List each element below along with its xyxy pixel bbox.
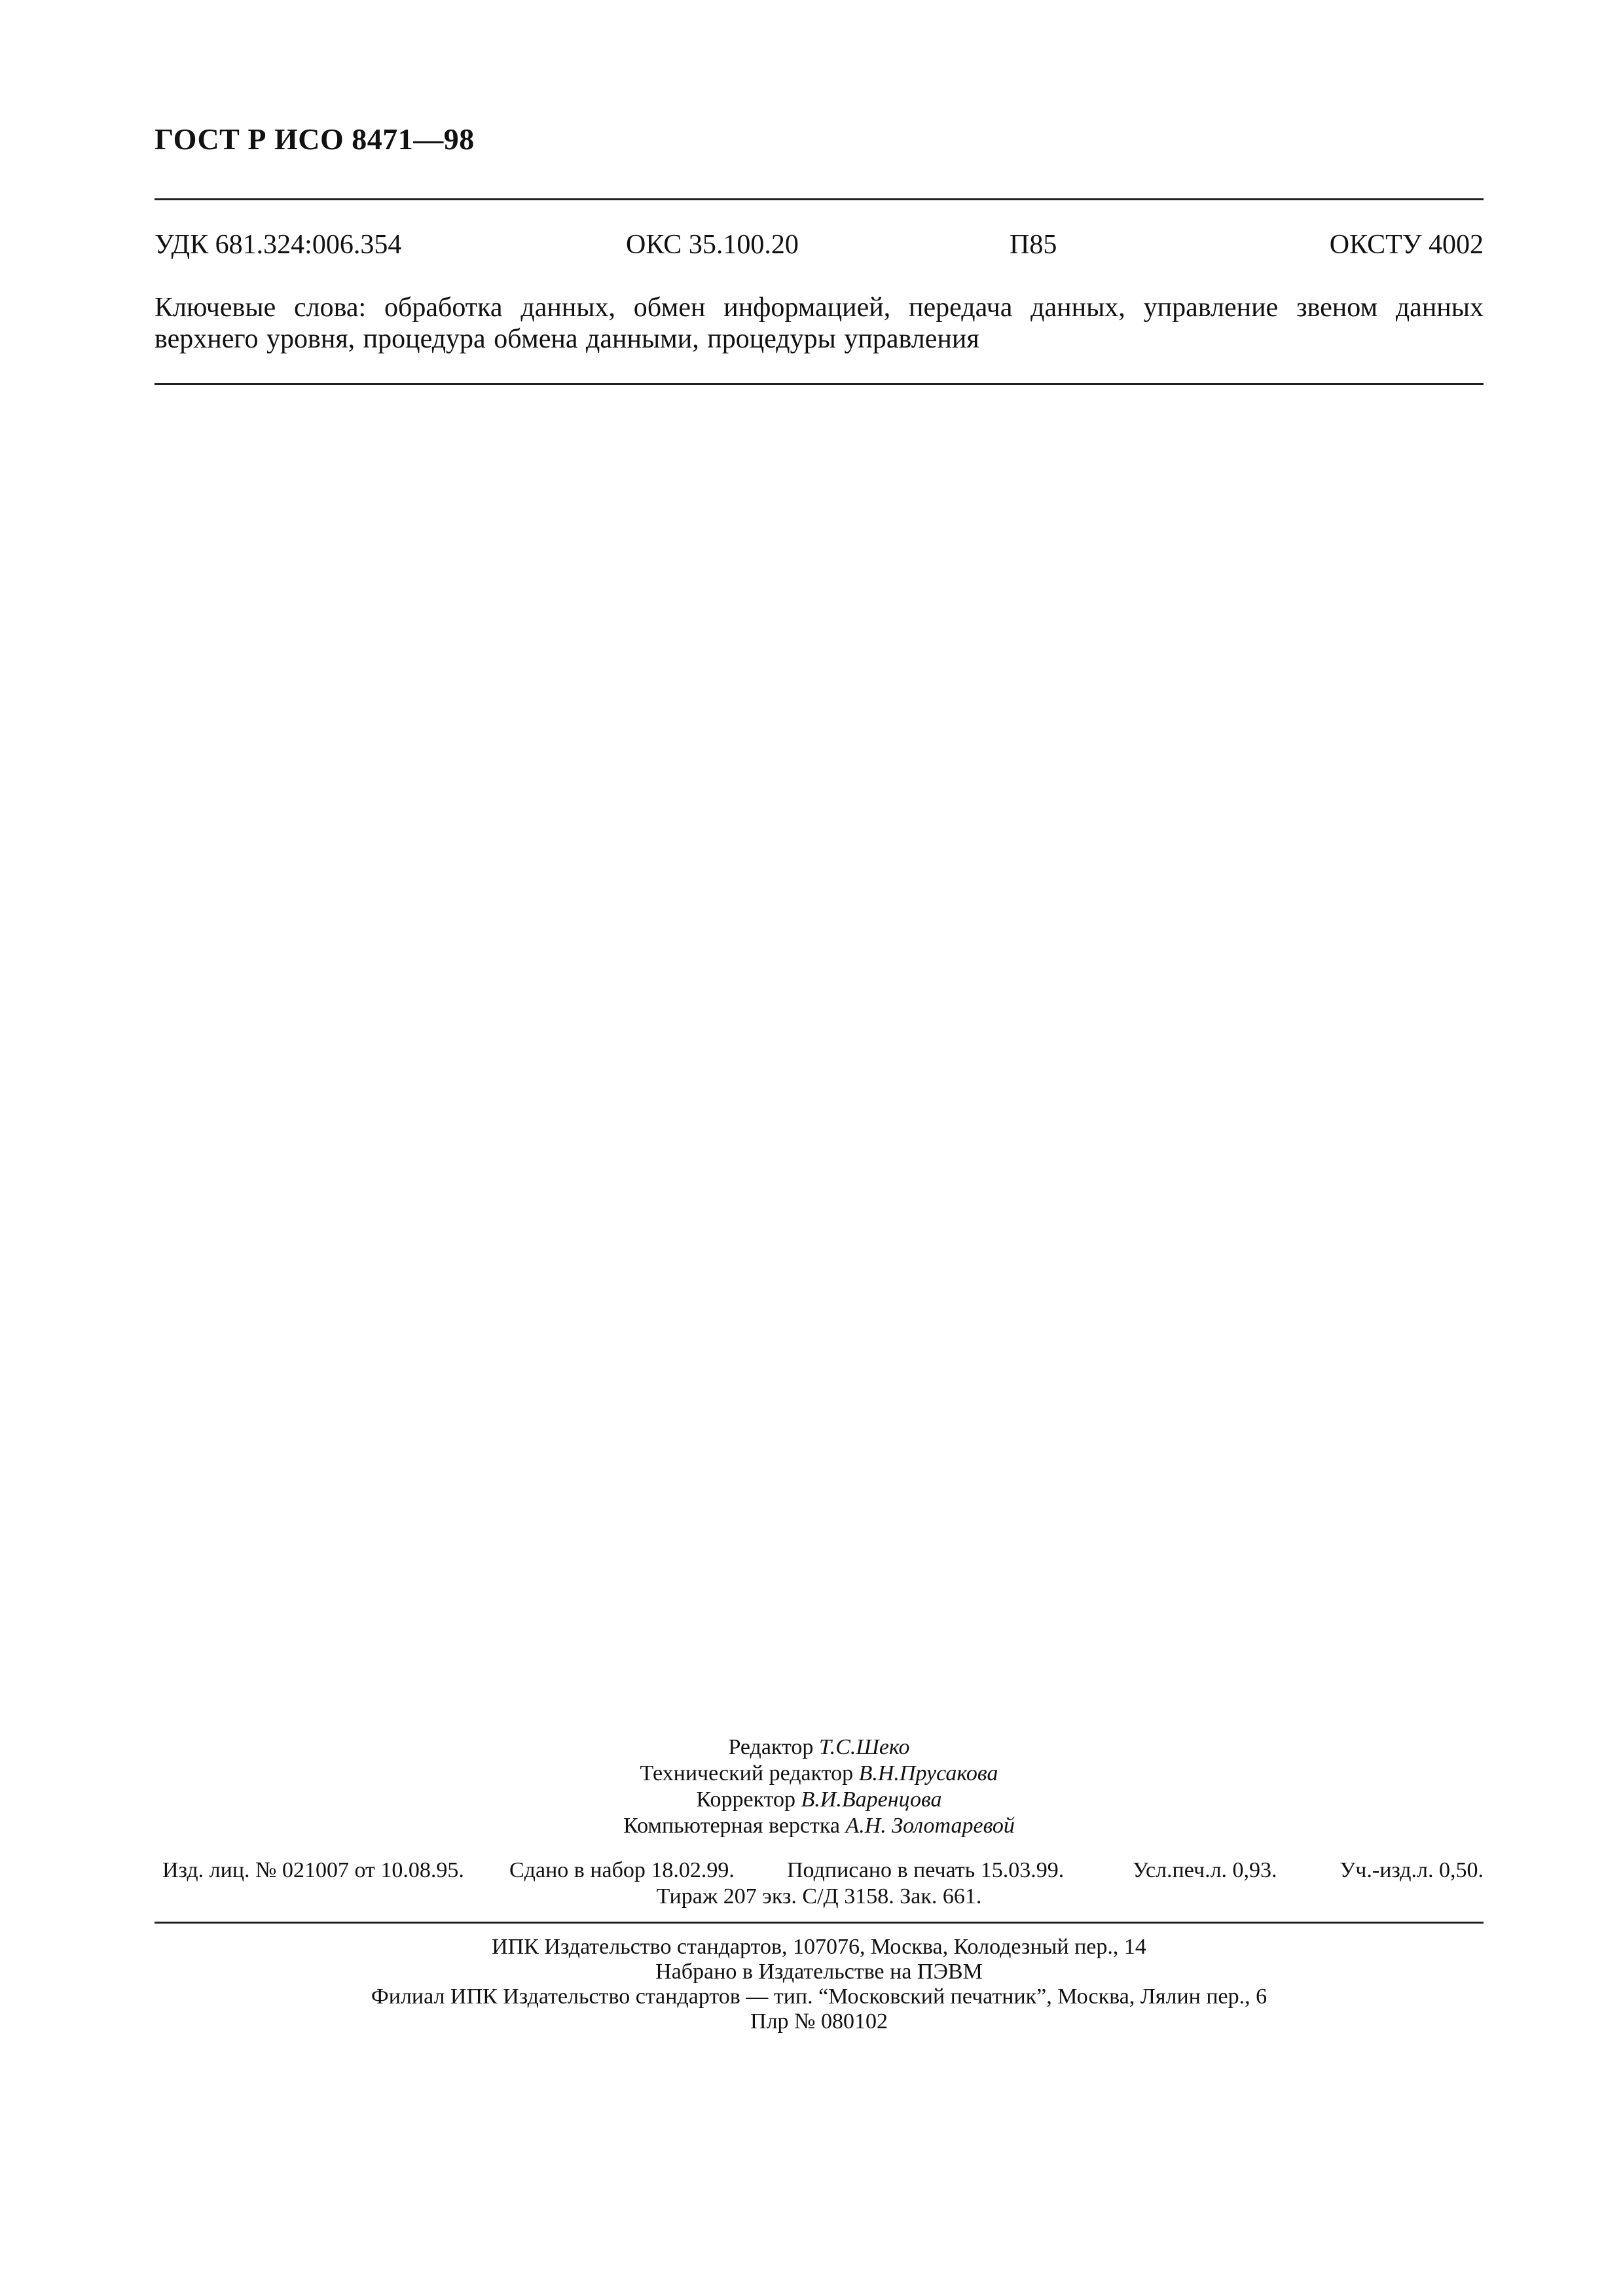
keywords-divider bbox=[155, 383, 1484, 385]
udk-code: УДК 681.324:006.354 bbox=[155, 230, 402, 260]
keywords-paragraph: Ключевые слова: обработка данных, обмен информацией, передача данных, управление звеном данных верхнего уровня, процедура обмена данными, процедуры управления bbox=[155, 293, 1484, 354]
layout-line bbox=[155, 1813, 1484, 1839]
corrector-name: В.И.Варенцова bbox=[801, 1787, 942, 1812]
print-run: Тираж 207 экз. С/Д 3158. Зак. 661. bbox=[656, 1884, 982, 1909]
tech-editor-line bbox=[155, 1761, 1484, 1787]
credits-block bbox=[155, 1734, 1484, 1839]
imprint-divider bbox=[155, 1922, 1484, 1924]
classification-row bbox=[155, 229, 1484, 268]
oks-code: ОКС 35.100.20 bbox=[626, 230, 799, 260]
editor-label: Редактор bbox=[728, 1735, 814, 1759]
publisher-address: ИПК Издательство стандартов, 107076, Москва, Колодезный пер., 14 bbox=[492, 1935, 1146, 1959]
publisher-block bbox=[155, 1935, 1484, 2034]
okstu-code: ОКСТУ 4002 bbox=[1329, 230, 1484, 260]
license-info: Изд. лиц. № 021007 от 10.08.95. bbox=[162, 1858, 464, 1882]
typeset-date: Сдано в набор 18.02.99. bbox=[509, 1858, 735, 1882]
document-code: ГОСТ Р ИСО 8471—98 bbox=[155, 122, 475, 156]
editor-line bbox=[155, 1734, 1484, 1761]
corrector-line bbox=[155, 1787, 1484, 1813]
tech-editor-name: В.Н.Прусакова bbox=[858, 1761, 998, 1785]
printing-branch: Филиал ИПК Издательство стандартов — тип. “Московский печатник”, Москва, Лялин пер., 6 bbox=[371, 1984, 1267, 2009]
corrector-label: Корректор bbox=[696, 1787, 796, 1812]
plr-number: Плр № 080102 bbox=[750, 2009, 888, 2034]
print-sheets: Усл.печ.л. 0,93. bbox=[1133, 1858, 1277, 1882]
p-code: П85 bbox=[1010, 230, 1057, 260]
layout-label: Компьютерная верстка bbox=[623, 1814, 840, 1838]
publisher-sheets: Уч.-изд.л. 0,50. bbox=[1340, 1858, 1484, 1882]
layout-name: А.Н. Золотаревой bbox=[845, 1814, 1015, 1838]
tech-editor-label: Технический редактор bbox=[640, 1761, 854, 1785]
editor-name: Т.С.Шеко bbox=[818, 1735, 910, 1759]
top-divider bbox=[155, 198, 1484, 200]
typeset-note: Набрано в Издательстве на ПЭВМ bbox=[655, 1960, 983, 1984]
signed-date: Подписано в печать 15.03.99. bbox=[787, 1858, 1065, 1882]
